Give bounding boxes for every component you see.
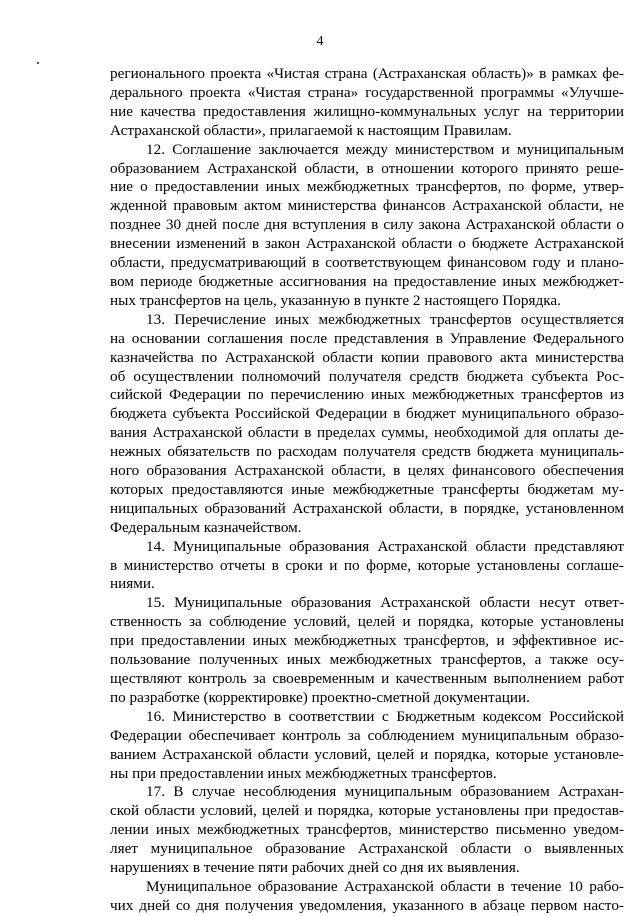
text-line: области, предусматривающий в соответствующем финансовом году и плано- (110, 254, 624, 272)
text-line: позднее 30 дней после дня вступления в силу закона Астраханской области о (110, 216, 624, 234)
text-line: ванием Астраханской области условий, целей и порядка, которые установле- (110, 745, 624, 763)
text-line: ного образования Астраханской области, в целях финансового обеспечения (110, 462, 624, 480)
scan-speck (37, 62, 39, 64)
text-line: образованием Астраханской области, в отношении которого принято реше- (110, 159, 624, 177)
text-line: ственность за соблюдение условий, целей и порядка, которые установлены (110, 613, 624, 631)
text-line: ниями. (110, 575, 155, 593)
paragraph (110, 878, 624, 916)
text-line: 12. Соглашение заключается между министерством и муниципальным (146, 140, 624, 158)
text-line: внесении изменений в закон Астраханской области о бюджете Астраханской (110, 235, 624, 253)
text-line: ных трансфертов на цель, указанную в пункте 2 настоящего Порядка. (110, 291, 561, 309)
paragraph (110, 538, 624, 595)
text-line: ляет муниципальное образование Астраханской области о выявленных (110, 840, 624, 858)
text-line: ской области условий, целей и порядка, которые установлены при предостав- (110, 802, 624, 820)
text-line: вом периоде бюджетные ассигнования на предоставление иных межбюджет- (110, 272, 624, 290)
paragraph (110, 594, 624, 707)
text-line: нарушениях в течение пяти рабочих дней со дня их выявления. (110, 859, 520, 877)
text-line: Астраханской области», прилагаемой к настоящим Правилам. (110, 121, 512, 139)
paragraph (110, 708, 624, 784)
text-line: лении иных межбюджетных трансфертов, министерство письменно уведом- (110, 821, 624, 839)
text-line: ществляют контроль за своевременным и качественным выполнением работ (110, 670, 624, 687)
text-line: ны при предоставлении иных межбюджетных трансфертов. (110, 764, 497, 782)
page-number: 4 (316, 34, 324, 49)
text-line: об осуществлении полномочий получателя средств бюджета субъекта Рос- (110, 367, 624, 385)
text-line: на основании соглашения после представления в Управление Федерального (110, 329, 624, 347)
document-body (110, 65, 624, 916)
text-line: дерального проекта «Чистая страна» государственной программы «Улучше- (110, 83, 624, 101)
text-line: в министерство отчеты в сроки и по форме, которые установлены соглаше- (110, 556, 624, 574)
text-line: регионального проекта «Чистая страна (Астраханская область)» в рамках фе- (110, 65, 624, 82)
text-line: 13. Перечисление иных межбюджетных трансфертов осуществляется (146, 310, 624, 328)
text-line: Муниципальное образование Астраханской области в течение 10 рабо- (146, 877, 624, 895)
text-line: сийской Федерации по перечислению иных межбюджетных трансфертов из (110, 386, 624, 404)
text-line: при предоставлении иных межбюджетных трансфертов, и эффективное ис- (110, 632, 624, 650)
text-line: чих дней со дня получения уведомления, указанного в абзаце первом насто- (110, 896, 624, 914)
text-line: Федеральным казначейством. (110, 518, 302, 536)
text-line: по разработке (корректировке) проектно-сметной документации. (110, 688, 530, 706)
text-line: 15. Муниципальные образования Астраханской области несут ответ- (146, 594, 624, 612)
text-line: жденной правовым актом министерства финансов Астраханской области, не (110, 197, 624, 215)
text-line: пользование полученных иных межбюджетных трансфертов, а также осу- (110, 651, 624, 669)
text-line: ние качества предоставления жилищно-коммунальных услуг на территории (110, 102, 624, 120)
text-line: ние о предоставлении иных межбюджетных трансфертов, по форме, утвер- (110, 178, 624, 196)
text-line: 16. Министерство в соответствии с Бюджетным кодексом Российской (146, 707, 624, 725)
paragraph (110, 783, 624, 878)
text-line: бюджета субъекта Российской Федерации в бюджет муниципального образо- (110, 405, 624, 423)
text-line: 14. Муниципальные образования Астраханской области представляют (146, 537, 624, 555)
paragraph (110, 65, 624, 141)
text-line: 17. В случае несоблюдения муниципальным образованием Астрахан- (146, 783, 624, 801)
text-line: Федерации обеспечивает контроль за соблюдением муниципальным образо- (110, 726, 624, 744)
paragraph (110, 311, 624, 538)
text-line: вания Астраханской области в пределах суммы, необходимой для оплаты де- (110, 424, 624, 442)
text-line: нежных обязательств по расходам получателя средств бюджета муниципаль- (110, 443, 624, 461)
text-line: ниципальных образований Астраханской области, в порядке, установленном (110, 499, 624, 517)
text-line: которых предоставляются иные межбюджетные трансферты бюджетам му- (110, 480, 624, 498)
text-line: казначейства по Астраханской области копии правового акта министерства (110, 348, 624, 366)
paragraph (110, 141, 624, 311)
